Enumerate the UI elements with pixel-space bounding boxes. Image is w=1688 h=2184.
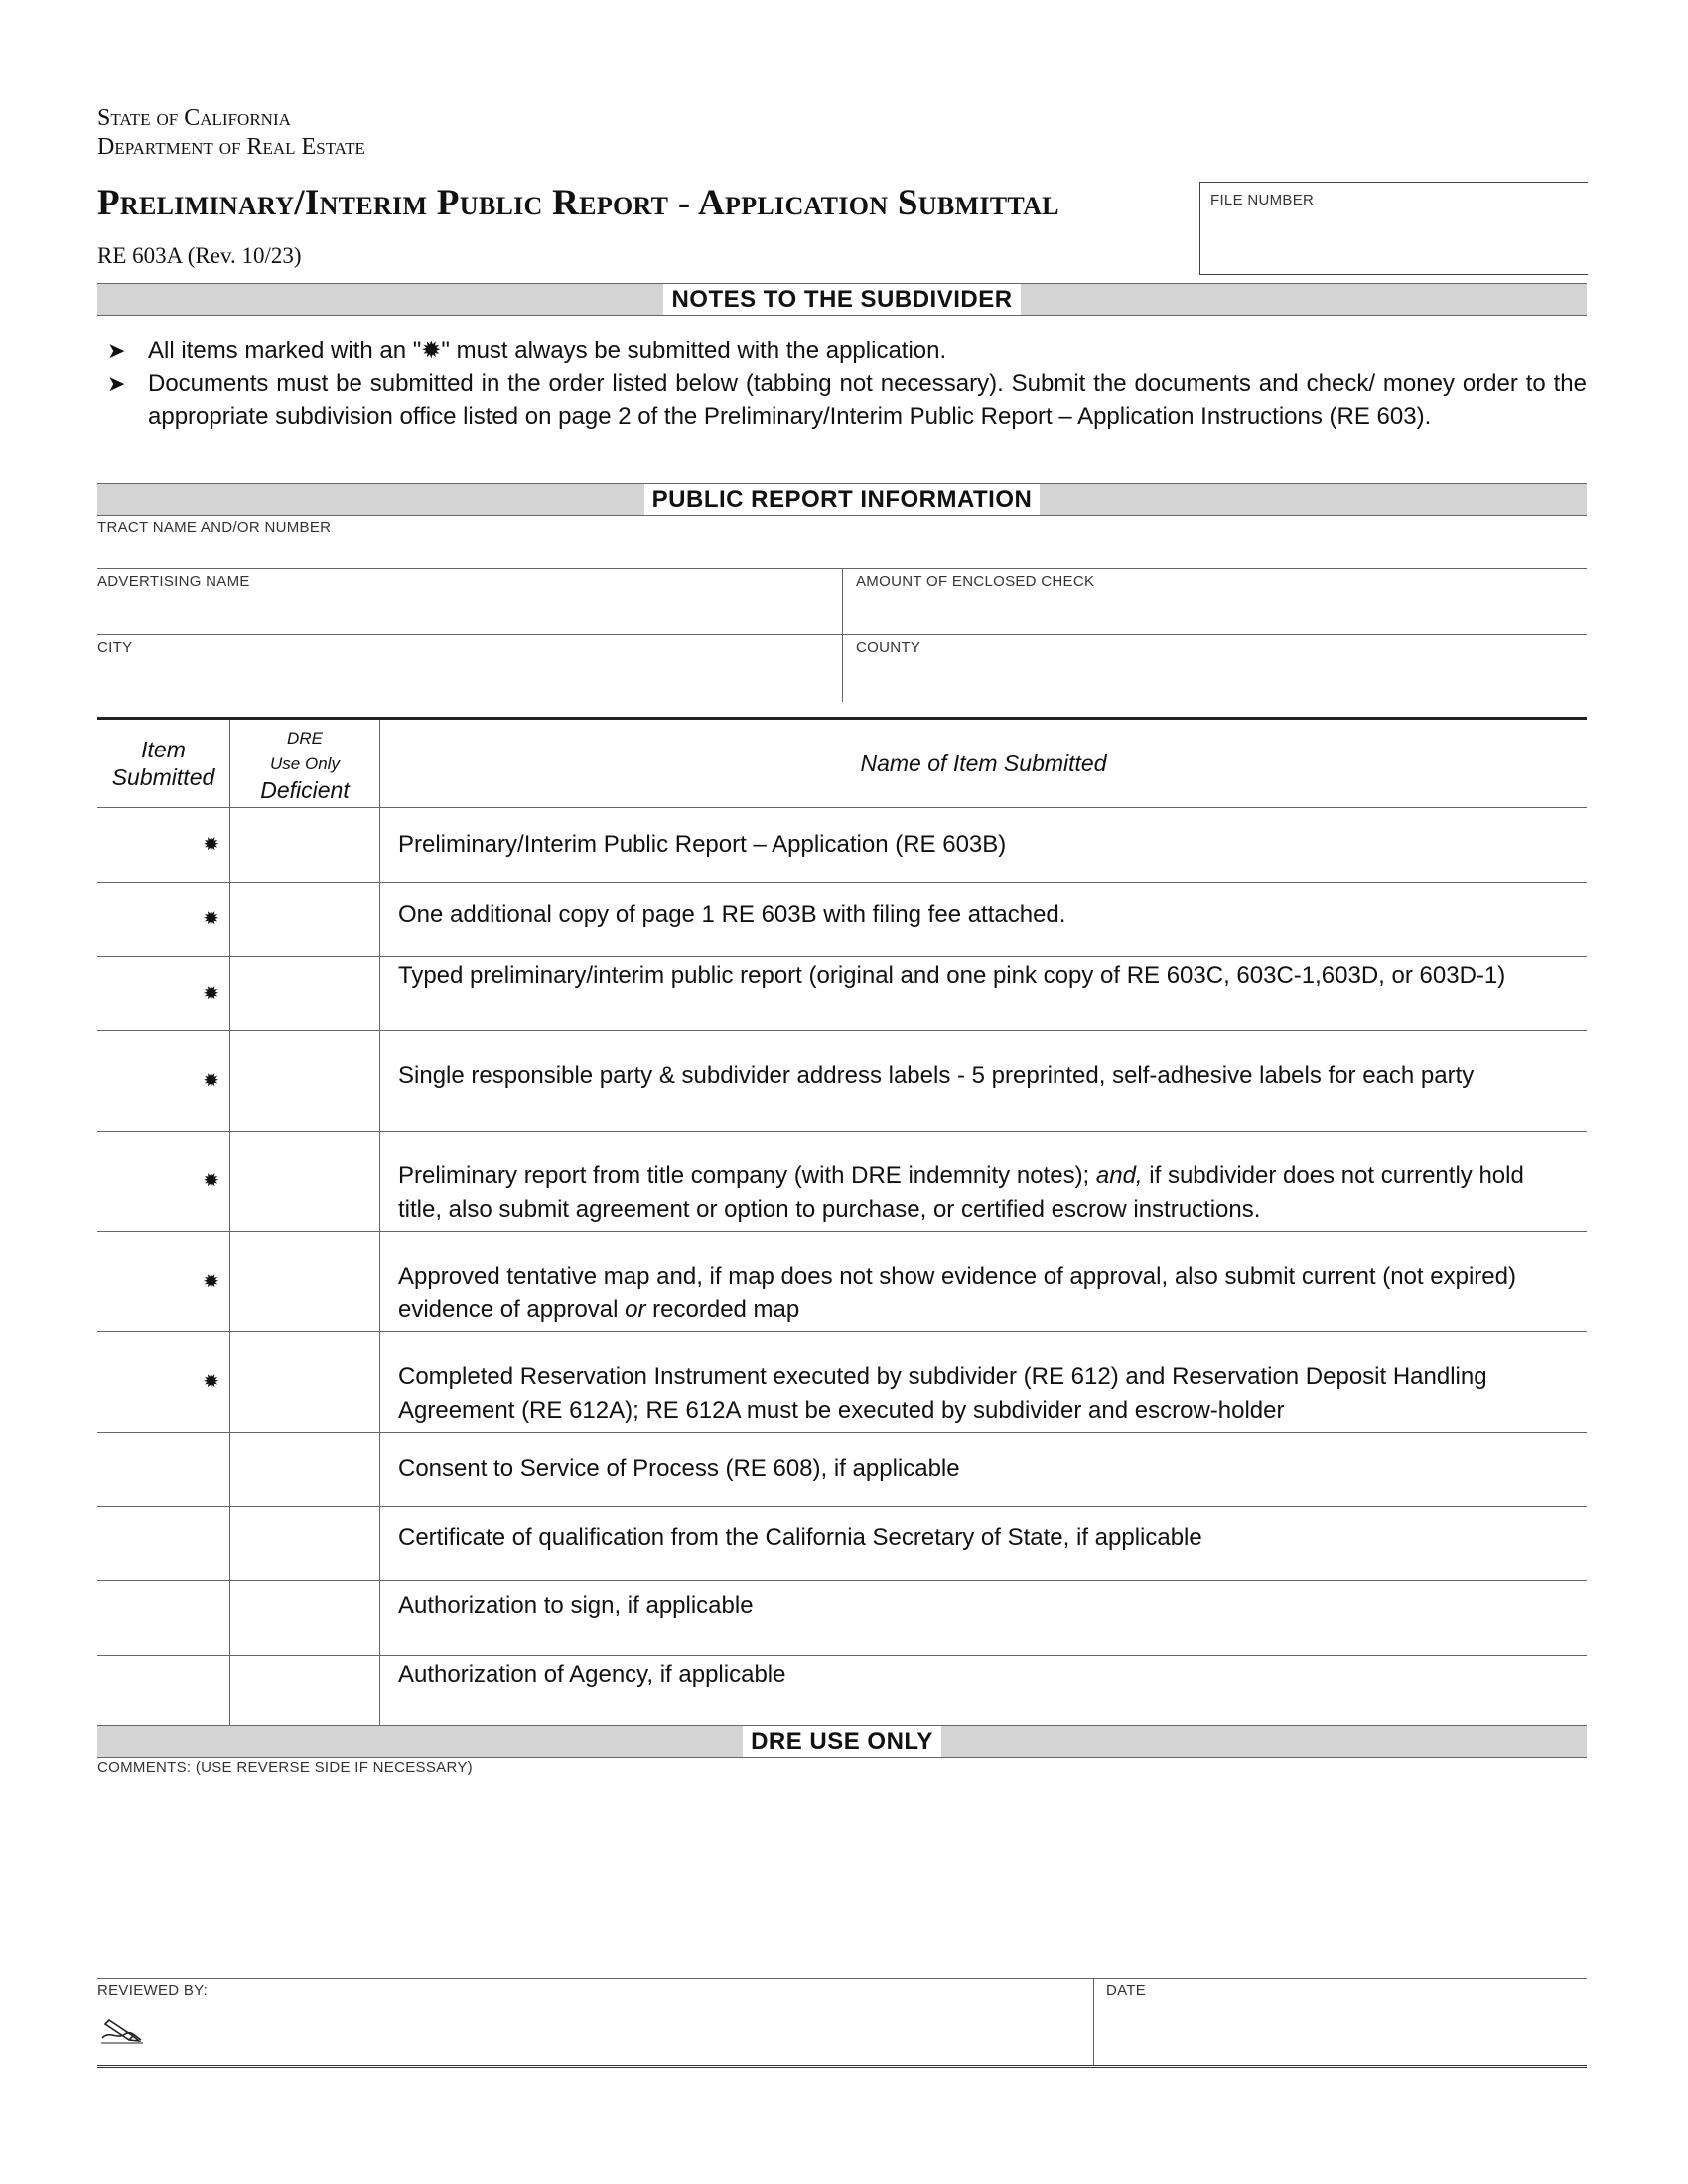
required-star-icon: ✹ <box>203 983 219 1005</box>
dre-deficient-cell[interactable] <box>230 883 380 956</box>
dre-deficient-cell[interactable] <box>230 1433 380 1506</box>
comments-label: COMMENTS: (USE REVERSE SIDE IF NECESSARY) <box>97 1759 473 1776</box>
county-label: COUNTY <box>856 639 921 656</box>
amount-label: AMOUNT OF ENCLOSED CHECK <box>856 573 1095 590</box>
note-item <box>97 335 1587 367</box>
col-item-submitted <box>97 720 230 807</box>
form-title: Preliminary/Interim Public Report - Application Submittal <box>97 183 1059 223</box>
file-number-label: FILE NUMBER <box>1210 192 1315 208</box>
item-name-cell <box>380 808 1587 882</box>
dre-deficient-cell[interactable] <box>230 1332 380 1432</box>
col-dre-line3: Deficient <box>260 777 350 803</box>
required-star-icon: ✹ <box>203 834 219 856</box>
dre-use-section-bar <box>97 1725 1587 1758</box>
dre-deficient-cell[interactable] <box>230 1581 380 1655</box>
col-dre-deficient <box>230 720 380 807</box>
table-row <box>97 1581 1587 1656</box>
date-label: DATE <box>1106 1982 1147 1999</box>
item-submitted-cell[interactable] <box>97 1507 230 1580</box>
reviewed-by-field[interactable] <box>97 1979 1093 2065</box>
item-submitted-cell[interactable] <box>97 957 230 1030</box>
item-name-text: Authorization to sign, if applicable <box>398 1592 754 1619</box>
required-star-icon: ✹ <box>203 908 219 930</box>
agency-line-2: Department of Real Estate <box>97 134 365 160</box>
public-report-heading: PUBLIC REPORT INFORMATION <box>644 484 1041 515</box>
item-submitted-cell[interactable] <box>97 808 230 882</box>
item-name-cell <box>380 1031 1587 1131</box>
item-name-text: One additional copy of page 1 RE 603B with filing fee attached. <box>398 901 1066 928</box>
tract-name-label: TRACT NAME AND/OR NUMBER <box>97 519 332 536</box>
table-row <box>97 808 1587 883</box>
item-name-emphasis: or <box>625 1297 646 1323</box>
item-name-cell <box>380 1132 1587 1231</box>
item-name-cell <box>380 1332 1587 1432</box>
required-star-icon: ✹ <box>203 1170 219 1192</box>
notes-list <box>97 335 1587 433</box>
item-name-emphasis: and, <box>1095 1162 1143 1189</box>
arrow-bullet-icon: ➤ <box>107 339 126 363</box>
table-row <box>97 1332 1587 1433</box>
col-item-line1: Item <box>141 737 186 762</box>
table-row <box>97 1031 1587 1132</box>
dre-deficient-cell[interactable] <box>230 1132 380 1231</box>
required-star-icon: ✹ <box>203 1371 219 1393</box>
item-name-text: Typed preliminary/interim public report (original and one pink copy of RE 603C, 603C-1,603D, or 603D-1) <box>398 962 1506 989</box>
form-header <box>97 104 1587 268</box>
item-name-cell <box>380 1656 1587 1729</box>
table-row <box>97 1656 1587 1729</box>
item-name-text: Consent to Service of Process (RE 608), if applicable <box>398 1455 960 1482</box>
table-row <box>97 1232 1587 1332</box>
col-item-line2: Submitted <box>111 764 215 790</box>
agency-line-1: State of California <box>97 105 291 131</box>
item-name-text: Completed Reservation Instrument executed by subdivider (RE 612) and Reservation Deposit Handling Agreement (RE 612A); RE 612A must be executed by subdivider and escrow-holder <box>398 1363 1487 1424</box>
item-name-cell <box>380 1232 1587 1331</box>
item-name-text: Preliminary/Interim Public Report – Application (RE 603B) <box>398 831 1007 858</box>
item-name-cell <box>380 883 1587 956</box>
advertising-name-field[interactable] <box>97 569 842 635</box>
note-item <box>97 367 1587 433</box>
note-text: All items marked with an "✹" must always be submitted with the application. <box>148 338 947 364</box>
dre-deficient-cell[interactable] <box>230 1656 380 1729</box>
item-name-text <box>398 1260 1573 1327</box>
item-submitted-cell[interactable] <box>97 1581 230 1655</box>
required-star-icon: ✹ <box>203 1271 219 1293</box>
city-field[interactable] <box>97 635 842 701</box>
signature-pen-icon <box>99 2014 145 2044</box>
dre-deficient-cell[interactable] <box>230 1232 380 1331</box>
item-name-cell <box>380 957 1587 1030</box>
table-header-row <box>97 720 1587 808</box>
item-submitted-cell[interactable] <box>97 1656 230 1729</box>
item-name-part: recorded map <box>645 1297 800 1323</box>
item-submitted-cell[interactable] <box>97 1031 230 1131</box>
advertising-name-label: ADVERTISING NAME <box>97 573 250 590</box>
item-name-text: Certificate of qualification from the California Secretary of State, if applicable <box>398 1524 1202 1551</box>
item-name-text: Single responsible party & subdivider address labels - 5 preprinted, self-adhesive labels for each party <box>398 1062 1475 1089</box>
item-name-part: Approved tentative map and, if map does not show evidence of approval, also submit current (not expired) evidence of approval <box>398 1263 1516 1323</box>
field-divider <box>842 569 843 702</box>
amount-field[interactable] <box>842 569 1587 635</box>
tract-name-field[interactable] <box>97 515 1587 569</box>
dre-use-heading: DRE USE ONLY <box>743 1726 941 1757</box>
item-name-part: Preliminary report from title company (with DRE indemnity notes); <box>398 1162 1096 1189</box>
comments-field[interactable] <box>97 1759 473 1777</box>
public-report-section-bar <box>97 483 1587 516</box>
review-block <box>97 1978 1587 2068</box>
item-name-cell <box>380 1433 1587 1506</box>
col-item-name: Name of Item Submitted <box>860 751 1107 776</box>
reviewed-by-label: REVIEWED BY: <box>97 1982 209 1999</box>
item-submitted-cell[interactable] <box>97 1232 230 1331</box>
form-number: RE 603A (Rev. 10/23) <box>97 243 302 268</box>
item-name-text <box>398 1160 1573 1227</box>
city-label: CITY <box>97 639 133 656</box>
item-name-text: Authorization of Agency, if applicable <box>398 1661 786 1688</box>
col-dre-line1: DRE <box>287 729 323 748</box>
required-star-icon: ✹ <box>203 1070 219 1092</box>
col-dre-line2: Use Only <box>270 754 340 773</box>
checklist-table <box>97 717 1587 1729</box>
item-name-part: if subdivider does not currently hold title, also submit agreement or option to purchase, or certified escrow instructions. <box>398 1162 1524 1223</box>
item-name-cell <box>380 1507 1587 1580</box>
table-row <box>97 957 1587 1031</box>
date-field[interactable] <box>1094 1979 1587 2065</box>
dre-deficient-cell[interactable] <box>230 808 380 882</box>
item-name-cell <box>380 1581 1587 1655</box>
item-submitted-cell[interactable] <box>97 1332 230 1432</box>
arrow-bullet-icon: ➤ <box>107 371 126 396</box>
table-row <box>97 883 1587 957</box>
item-submitted-cell[interactable] <box>97 1433 230 1506</box>
table-row <box>97 1507 1587 1581</box>
notes-section-bar <box>97 283 1587 316</box>
form-page <box>97 104 1587 1999</box>
item-submitted-cell[interactable] <box>97 1132 230 1231</box>
dre-deficient-cell[interactable] <box>230 1507 380 1580</box>
agency-name <box>97 104 1587 162</box>
table-row <box>97 1433 1587 1507</box>
item-submitted-cell[interactable] <box>97 883 230 956</box>
dre-deficient-cell[interactable] <box>230 1031 380 1131</box>
note-text: Documents must be submitted in the order listed below (tabbing not necessary). Submit the documents and check/ money order to the appropriate subdivision office listed on page 2 of the Preliminary/Interim Public Report – Application Instructions (RE 603). <box>148 370 1587 430</box>
county-field[interactable] <box>842 635 1587 701</box>
table-row <box>97 1132 1587 1232</box>
file-number-field[interactable] <box>1199 182 1588 275</box>
dre-deficient-cell[interactable] <box>230 957 380 1030</box>
notes-heading: NOTES TO THE SUBDIVIDER <box>663 284 1020 315</box>
